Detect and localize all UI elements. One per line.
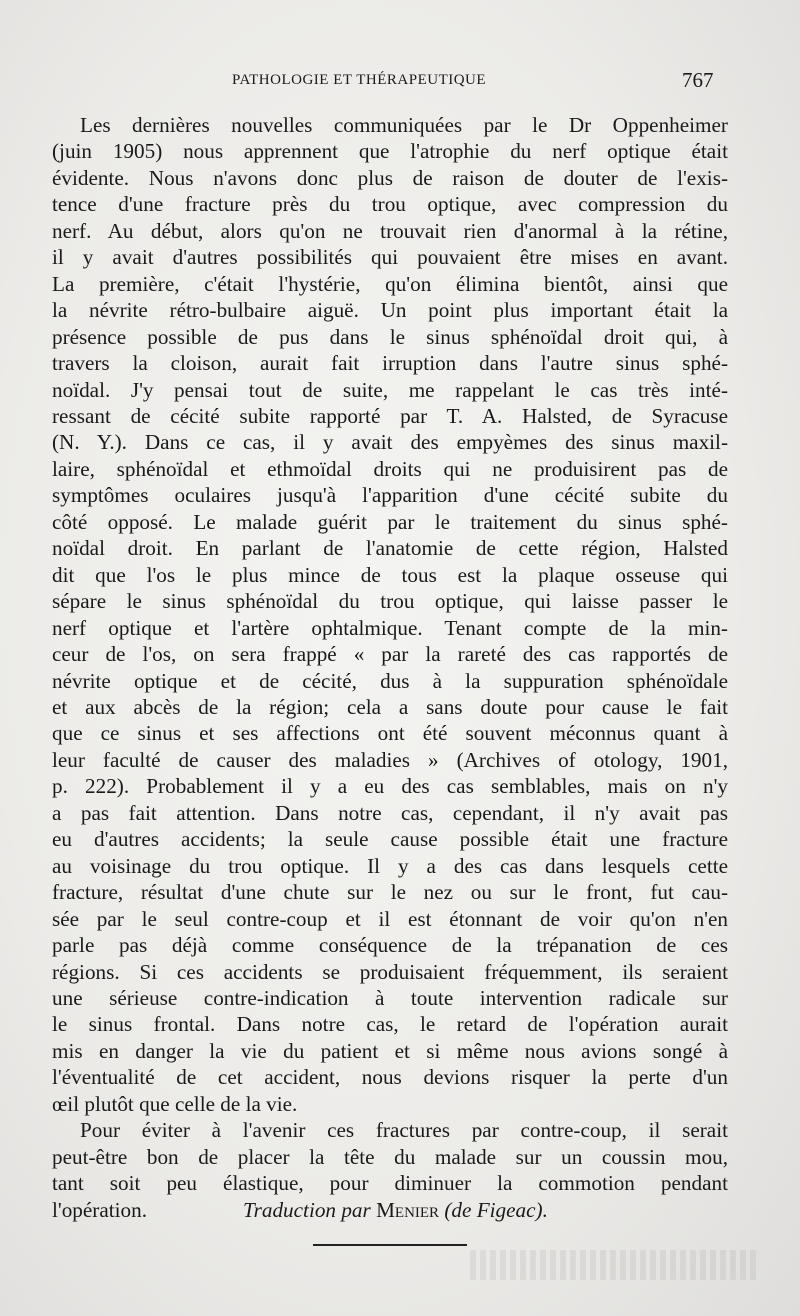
text-line: travers la cloison, aurait fait irruption dans l'autre sinus sphé- bbox=[52, 351, 728, 376]
text-line: peut-être bon de placer la tête du malade sur un coussin mou, bbox=[52, 1144, 728, 1169]
text-line: et aux abcès de la région; cela a sans doute pour cause le fait bbox=[52, 694, 728, 719]
text-line: ressant de cécité subite rapporté par T. A. Halsted, de Syracuse bbox=[52, 403, 728, 428]
text-line: laire, sphénoïdal et ethmoïdal droits qui ne produisirent pas de bbox=[52, 456, 728, 481]
bleed-through-texture bbox=[470, 1250, 760, 1280]
text-line: symptômes oculaires jusqu'à l'apparition d'une cécité subite du bbox=[52, 483, 728, 508]
text-line: il y avait d'autres possibilités qui pouvaient être mises en avant. bbox=[52, 245, 728, 270]
text-line: leur faculté de causer des maladies » (Archives of otology, 1901, bbox=[52, 747, 728, 772]
byline-prefix: Traduction par bbox=[243, 1197, 371, 1222]
translator-byline bbox=[243, 1197, 548, 1223]
running-head: PATHOLOGIE ET THÉRAPEUTIQUE bbox=[232, 72, 487, 88]
text-line: présence possible de pus dans le sinus sphénoïdal droit qui, à bbox=[52, 324, 728, 349]
text-line: névrite optique et de cécité, dus à la suppuration sphénoïdale bbox=[52, 668, 728, 693]
text-line: a pas fait attention. Dans notre cas, cependant, il n'y avait pas bbox=[52, 800, 728, 825]
text-line: (juin 1905) nous apprennent que l'atrophie du nerf optique était bbox=[52, 139, 728, 164]
text-line: nerf optique et l'artère ophtalmique. Tenant compte de la min- bbox=[52, 615, 728, 640]
text-line: tant soit peu élastique, pour diminuer la commotion pendant bbox=[52, 1171, 728, 1196]
text-line: que ce sinus et ses affections ont été souvent méconnus quant à bbox=[52, 721, 728, 746]
text-line: sépare le sinus sphénoïdal du trou optique, qui laisse passer le bbox=[52, 589, 728, 614]
text-line: noïdal. J'y pensai tout de suite, me rappelant le cas très inté- bbox=[52, 377, 728, 402]
text-line: fracture, résultat d'une chute sur le nez ou sur le front, fut cau- bbox=[52, 880, 728, 905]
text-line bbox=[52, 1197, 728, 1223]
text-line-content: l'opération. bbox=[52, 1197, 148, 1222]
page-header bbox=[0, 66, 800, 96]
page-number: 767 bbox=[682, 68, 714, 92]
text-line: régions. Si ces accidents se produisaient fréquemment, ils seraient bbox=[52, 959, 728, 984]
end-rule bbox=[313, 1244, 467, 1246]
byline-author: Menier bbox=[376, 1197, 440, 1222]
text-line: évidente. Nous n'avons donc plus de raison de douter de l'exis- bbox=[52, 165, 728, 190]
text-line: la névrite rétro-bulbaire aiguë. Un point plus important était la bbox=[52, 298, 728, 323]
text-line: mis en danger la vie du patient et si même nous avions songé à bbox=[52, 1038, 728, 1063]
text-line: p. 222). Probablement il y a eu des cas semblables, mais on n'y bbox=[52, 774, 728, 799]
text-line: tence d'une fracture près du trou optique, avec compression du bbox=[52, 192, 728, 217]
text-line: (N. Y.). Dans ce cas, il y avait des empyèmes des sinus maxil- bbox=[52, 430, 728, 455]
body-text bbox=[52, 112, 728, 1223]
text-line: Pour éviter à l'avenir ces fractures par contre-coup, il serait bbox=[80, 1118, 728, 1143]
text-line: ceur de l'os, on sera frappé « par la rareté des cas rapportés de bbox=[52, 642, 728, 667]
text-line: noïdal droit. En parlant de l'anatomie de cette région, Halsted bbox=[52, 536, 728, 561]
text-line: La première, c'était l'hystérie, qu'on élimina bientôt, ainsi que bbox=[52, 271, 728, 296]
text-line: le sinus frontal. Dans notre cas, le retard de l'opération aurait bbox=[52, 1012, 728, 1037]
byline-suffix: (de Figeac). bbox=[444, 1197, 548, 1222]
text-line: eu d'autres accidents; la seule cause possible était une fracture bbox=[52, 827, 728, 852]
text-line: Les dernières nouvelles communiquées par le Dr Oppenheimer bbox=[80, 113, 728, 137]
text-line: une sérieuse contre-indication à toute intervention radicale sur bbox=[52, 985, 728, 1010]
text-line: œil plutôt que celle de la vie. bbox=[52, 1091, 298, 1116]
text-line: côté opposé. Le malade guérit par le traitement du sinus sphé- bbox=[52, 509, 728, 534]
text-line: dit que l'os le plus mince de tous est la plaque osseuse qui bbox=[52, 562, 728, 587]
text-line: sée par le seul contre-coup et il est étonnant de voir qu'on n'en bbox=[52, 906, 728, 931]
text-line: parle pas déjà comme conséquence de la trépanation de ces bbox=[52, 933, 728, 958]
text-line: nerf. Au début, alors qu'on ne trouvait rien d'anormal à la rétine, bbox=[52, 218, 728, 243]
text-line: l'éventualité de cet accident, nous devions risquer la perte d'un bbox=[52, 1065, 728, 1090]
text-line: au voisinage du trou optique. Il y a des cas dans lesquels cette bbox=[52, 853, 728, 878]
